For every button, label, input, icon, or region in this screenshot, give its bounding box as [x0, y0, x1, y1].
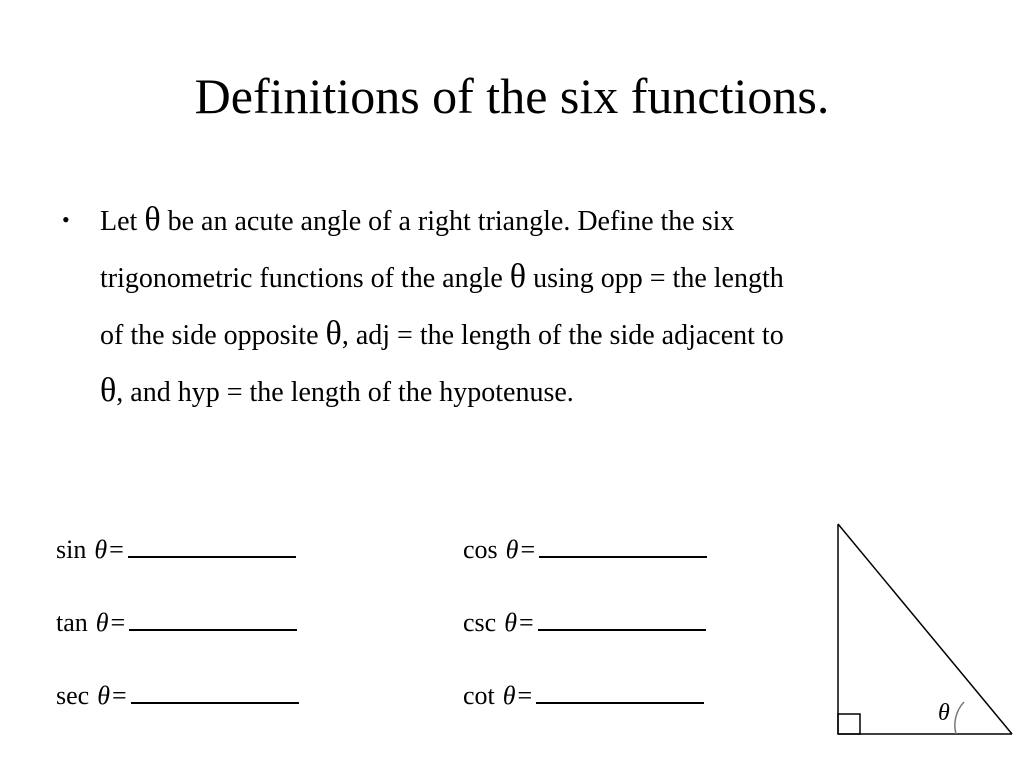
triangle-hypotenuse — [838, 524, 1012, 734]
cos-definition-row — [463, 534, 707, 565]
bullet-line-1-start: Let — [100, 206, 145, 237]
bullet-line-1-end: be an acute angle of a right triangle. Define the six — [160, 206, 735, 237]
equals-sign: = — [518, 608, 534, 637]
bullet-line-4-end: , and hyp = the length of the hypotenuse. — [116, 377, 574, 408]
theta-symbol: θ — [325, 315, 342, 352]
csc-definition-row — [463, 607, 706, 638]
function-name: csc — [463, 608, 497, 637]
bullet-marker: • — [62, 207, 70, 232]
function-name: cot — [463, 681, 495, 710]
theta-symbol: θ — [97, 681, 110, 710]
right-triangle-diagram — [834, 520, 1016, 740]
theta-symbol: θ — [504, 608, 517, 637]
bullet-line-1 — [100, 192, 960, 249]
function-name: cos — [463, 535, 498, 564]
answer-blank[interactable] — [539, 534, 707, 558]
bullet-line-3 — [100, 306, 960, 363]
theta-symbol: θ — [509, 258, 527, 295]
theta-symbol: θ — [505, 535, 519, 564]
answer-blank[interactable] — [129, 607, 297, 631]
bullet-line-2-start: trigonometric functions of the angle — [100, 263, 510, 294]
answer-blank[interactable] — [536, 680, 704, 704]
angle-arc — [955, 702, 964, 734]
answer-blank[interactable] — [538, 607, 706, 631]
answer-blank[interactable] — [128, 534, 296, 558]
theta-symbol: θ — [144, 201, 161, 238]
tan-definition-row — [56, 607, 297, 638]
sin-definition-row — [56, 534, 296, 565]
bullet-line-2 — [100, 249, 960, 306]
right-angle-marker — [838, 714, 860, 734]
theta-symbol: θ — [502, 681, 516, 710]
bullet-line-3-start: of the side opposite — [100, 320, 326, 351]
bullet-line-4 — [100, 363, 960, 420]
theta-symbol: θ — [94, 535, 108, 564]
bullet-line-3-end: , adj = the length of the side adjacent to — [341, 320, 784, 351]
answer-blank[interactable] — [131, 680, 299, 704]
bullet-line-2-end: using opp = the length — [526, 263, 784, 294]
equals-sign: = — [517, 681, 533, 710]
bullet-text — [100, 192, 960, 420]
equals-sign: = — [520, 535, 536, 564]
slide-title: Definitions of the six functions. — [194, 68, 830, 124]
theta-symbol: θ — [100, 372, 117, 409]
function-name: sin — [56, 535, 87, 564]
function-name: sec — [56, 681, 90, 710]
sec-definition-row — [56, 680, 299, 711]
equals-sign: = — [110, 608, 126, 637]
equals-sign: = — [109, 535, 124, 564]
cot-definition-row — [463, 680, 704, 711]
triangle-angle-label: θ — [938, 700, 950, 726]
equals-sign: = — [111, 681, 127, 710]
function-name: tan — [56, 608, 88, 637]
theta-symbol: θ — [95, 608, 109, 637]
